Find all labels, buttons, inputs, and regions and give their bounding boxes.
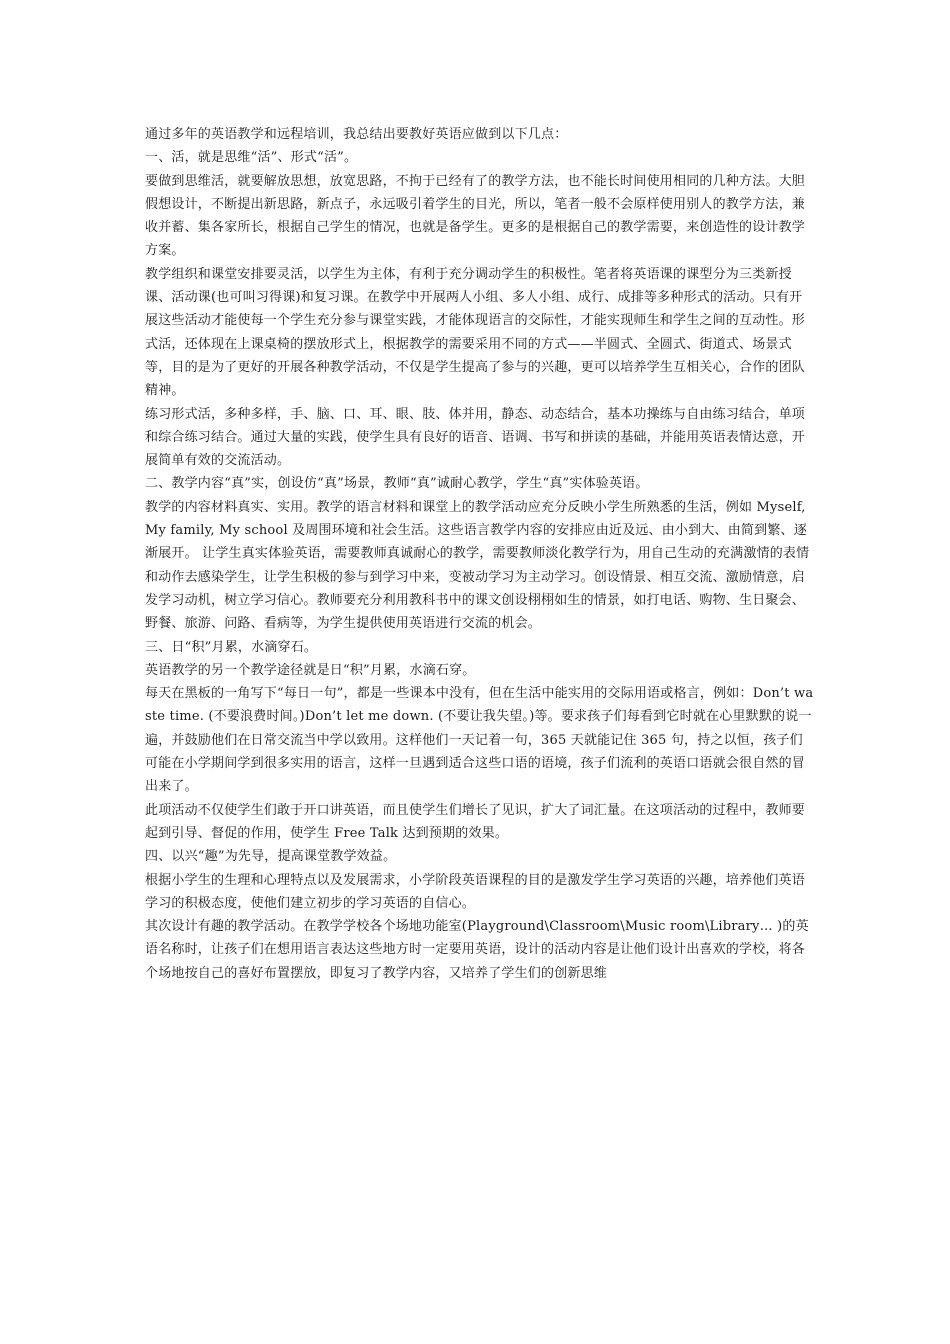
document-body: [145, 123, 815, 985]
section-heading-3: 三、日“积”月累，水滴穿石。: [145, 639, 318, 655]
body-paragraph: 练习形式活，多种多样，手、脑、口、耳、眼、肢、体并用，静态、动态结合，基本功操练与自由练习结合，单项和综合练习结合。通过大量的实践，使学生具有良好的语音、语调、书写和拼读的基础，并能用英语表情达意，开展简单有效的交流活动。: [145, 406, 806, 469]
body-paragraph: 教学组织和课堂安排要灵活，以学生为主体，有利于充分调动学生的积极性。笔者将英语课的课型分为三类新授课、活动课(也可叫习得课)和复习课。在教学中开展两人小组、多人小组、成行、成排等多种形式的活动。只有开展这些活动才能使每一个学生充分参与课堂实践，才能体现语言的交际性，才能实现师生和学生之间的互动性。形式活，还体现在上课桌椅的摆放形式上，根据教学的需要采用不同的方式——半圆式、全圆式、街道式、场景式等，目的是为了更好的开展各种教学活动，不仅是学生提高了参与的兴趣，更可以培养学生互相关心，合作的团队精神。: [145, 266, 806, 399]
section-heading-1: 一、活，就是思维“活”、形式“活”。: [145, 150, 358, 166]
body-paragraph: 每天在黑板的一角写下“每日一句”，都是一些课本中没有，但在生活中能实用的交际用语或格言，例如：Don’t waste time. (不要浪费时间。)Don’t let me down. (不要让我失望。)等。要求孩子们每看到它时就在心里默默的说一遍，并鼓励他们在日常交流当中学以致用。这样他们一天记着一句，365 天就能记住 365 句，持之以恒，孩子们可能在小学期间学到很多实用的语言，这样一旦遇到适合这些口语的语境，孩子们流利的英语口语就会很自然的冒出来了。: [145, 686, 814, 795]
section-heading-2: 二、教学内容“真”实，创设仿“真”场景，教师“真”诚耐心教学，学生“真”实体验英语。: [145, 476, 649, 492]
section-heading-4: 四、以兴“趣”为先导，提高课堂教学效益。: [145, 849, 397, 865]
body-paragraph: 教学的内容材料真实、实用。教学的语言材料和课堂上的教学活动应充分反映小学生所熟悉的生活，例如 Myself, My family, My school 及周围环境和社会生活。这些语言教学内容的安排应由近及远、由小到大、由简到繁、逐渐展开。 让学生真实体验英语，需要教师真诚耐心的教学，需要教师淡化教学行为，用自己生动的充满激情的表情和动作去感染学生，让学生积极的参与到学习中来，变被动学习为主动学习。创设情景、相互交流、激励情意，启发学习动机，树立学习信心。教师要充分利用教科书中的课文创设栩栩如生的情景，如打电话、购物、生日聚会、野餐、旅游、问路、看病等，为学生提供使用英语进行交流的机会。: [145, 499, 810, 632]
body-paragraph: 要做到思维活，就要解放思想，放宽思路，不拘于已经有了的教学方法，也不能长时间使用相同的几种方法。大胆假想设计，不断提出新思路，新点子，永远吸引着学生的目光，所以，笔者一般不会原样使用别人的教学方法，兼收并蓄、集各家所长，根据自己学生的情况，也就是备学生。更多的是根据自己的教学需要，来创造性的设计教学方案。: [145, 173, 806, 259]
intro-paragraph: 通过多年的英语教学和远程培训，我总结出要教好英语应做到以下几点：: [145, 127, 568, 142]
body-paragraph: 根据小学生的生理和心理特点以及发展需求，小学阶段英语课程的目的是激发学生学习英语的兴趣，培养他们英语学习的积极态度，使他们建立初步的学习英语的自信心。: [145, 872, 806, 911]
body-paragraph: 其次设计有趣的教学活动。在教学学校各个场地功能室(Playground\Classroom\Music room\Library… )的英语名称时，让孩子们在想用语言表达这些地方时一定要用英语，设计的活动内容是让他们设计出喜欢的学校，将各个场地按自己的喜好布置摆放，即复习了教学内容，又培养了学生们的创新思维: [145, 919, 809, 981]
body-paragraph: 此项活动不仅使学生们敢于开口讲英语，而且使学生们增长了见识，扩大了词汇量。在这项活动的过程中，教师要起到引导、督促的作用，使学生 Free Talk 达到预期的效果。: [145, 802, 806, 841]
body-paragraph: 英语教学的另一个教学途径就是日“积”月累，水滴石穿。: [145, 662, 476, 678]
